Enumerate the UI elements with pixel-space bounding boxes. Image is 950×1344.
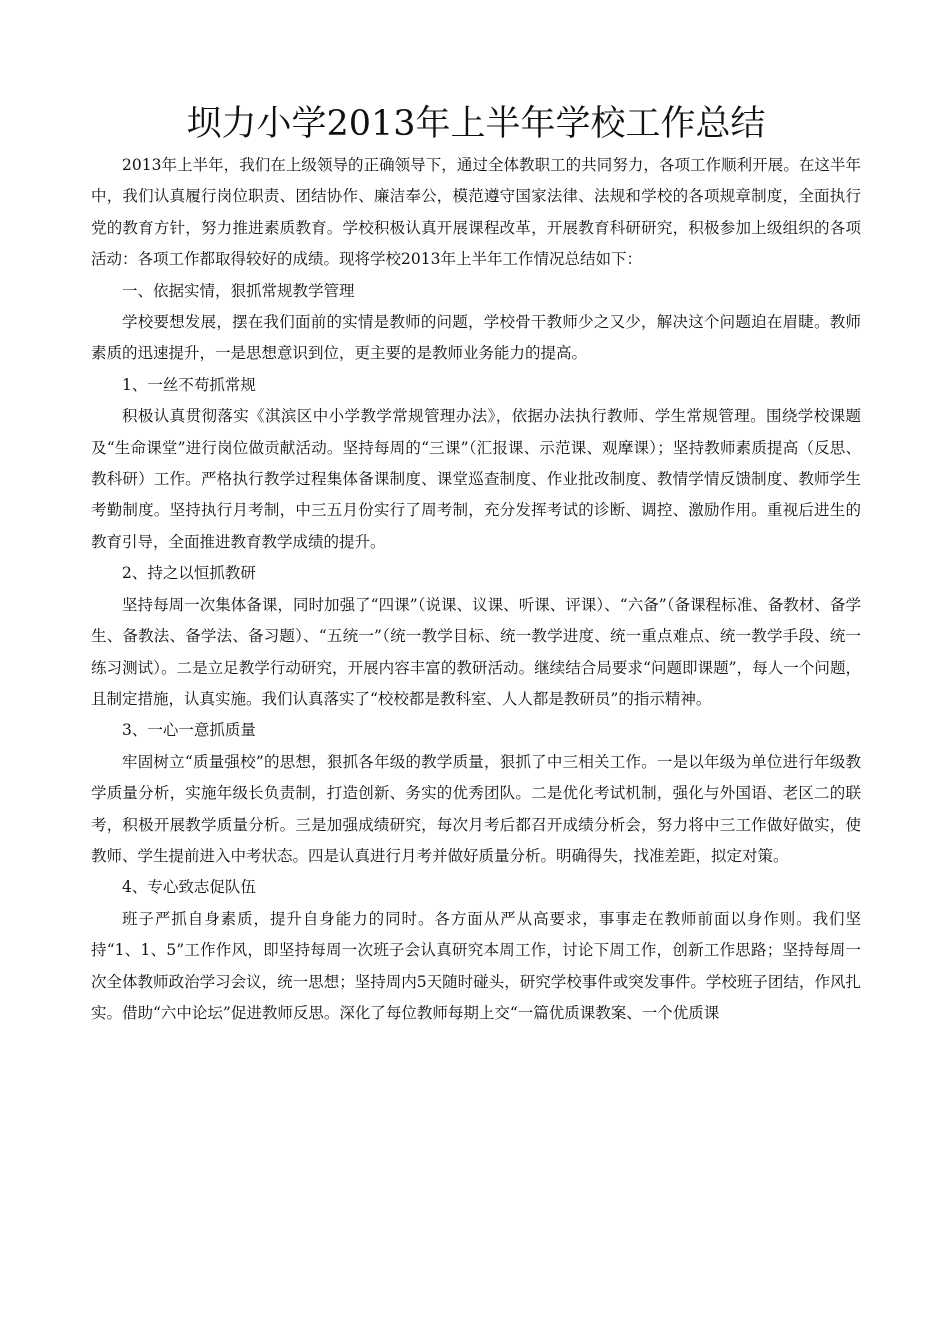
section-1-heading: 一、依据实情，狠抓常规教学管理 [122, 281, 355, 300]
intro-paragraph: 2013年上半年，我们在上级领导的正确领导下，通过全体教职工的共同努力，各项工作顺利开展。在这半年中，我们认真履行岗位职责、团结协作、廉洁奉公，模范遵守国家法律、法规和学校的各项规章制度，全面执行党的教育方针，努力推进素质教育。学校积极认真开展课程改革，开展教育科研研究，积极参加上级组织的各项活动：各项工作都取得较好的成绩。现将学校2013年上半年工作情况总结如下： [91, 156, 861, 269]
item-3-paragraph: 牢固树立“质量强校”的思想，狠抓各年级的教学质量，狠抓了中三相关工作。一是以年级为单位进行年级教学质量分析，实施年级长负责制，打造创新、务实的优秀团队。二是优化考试机制，强化与外国语、老区二的联考，积极开展教学质量分析。三是加强成绩研究，每次月考后都召开成绩分析会，努力将中三工作做好做实，使教师、学生提前进入中考状态。四是认真进行月考并做好质量分析。明确得失，找准差距，拟定对策。 [91, 752, 861, 865]
item-4-paragraph: 班子严抓自身素质，提升自身能力的同时。各方面从严从高要求，事事走在教师前面以身作则。我们坚持“1、1、5”工作作风，即坚持每周一次班子会认真研究本周工作，讨论下周工作，创新工作思路；坚持每周一次全体教师政治学习会议，统一思想；坚持周内5天随时碰头，研究学校事件或突发事件。学校班子团结，作风扎实。借助“六中论坛”促进教师反思。深化了每位教师每期上交“一篇优质课教案、一个优质课 [91, 909, 861, 1022]
document-page [91, 100, 861, 1029]
item-1-heading: 1、一丝不苟抓常规 [122, 375, 256, 394]
item-4-heading: 4、专心致志促队伍 [122, 878, 256, 897]
item-1-paragraph: 积极认真贯彻落实《淇滨区中小学教学常规管理办法》，依据办法执行教师、学生常规管理。围绕学校课题及“生命课堂”进行岗位做贡献活动。坚持每周的“三课”（汇报课、示范课、观摩课）；坚持教师素质提高（反思、教科研）工作。严格执行教学过程集体备课制度、课堂巡查制度、作业批改制度、教情学情反馈制度、教师学生考勤制度。坚持执行月考制，中三五月份实行了周考制，充分发挥考试的诊断、调控、激励作用。重视后进生的教育引导，全面推进教育教学成绩的提升。 [91, 407, 861, 551]
document-title: 坝力小学2013年上半年学校工作总结 [186, 104, 766, 144]
item-2-heading: 2、持之以恒抓教研 [122, 564, 256, 583]
item-2-paragraph: 坚持每周一次集体备课，同时加强了“四课”（说课、议课、听课、评课）、“六备”（备课程标准、备教材、备学生、备教法、备学法、备习题）、“五统一”（统一教学目标、统一教学进度、统一重点难点、统一教学手段、统一练习测试）。二是立足教学行动研究，开展内容丰富的教研活动。继续结合局要求“问题即课题”，每人一个问题，且制定措施，认真实施。我们认真落实了“校校都是教科室、人人都是教研员”的指示精神。 [91, 595, 861, 708]
section-1-paragraph: 学校要想发展，摆在我们面前的实情是教师的问题，学校骨干教师少之又少，解决这个问题迫在眉睫。教师素质的迅速提升，一是思想意识到位，更主要的是教师业务能力的提高。 [91, 313, 861, 363]
item-3-heading: 3、一心一意抓质量 [122, 721, 256, 740]
